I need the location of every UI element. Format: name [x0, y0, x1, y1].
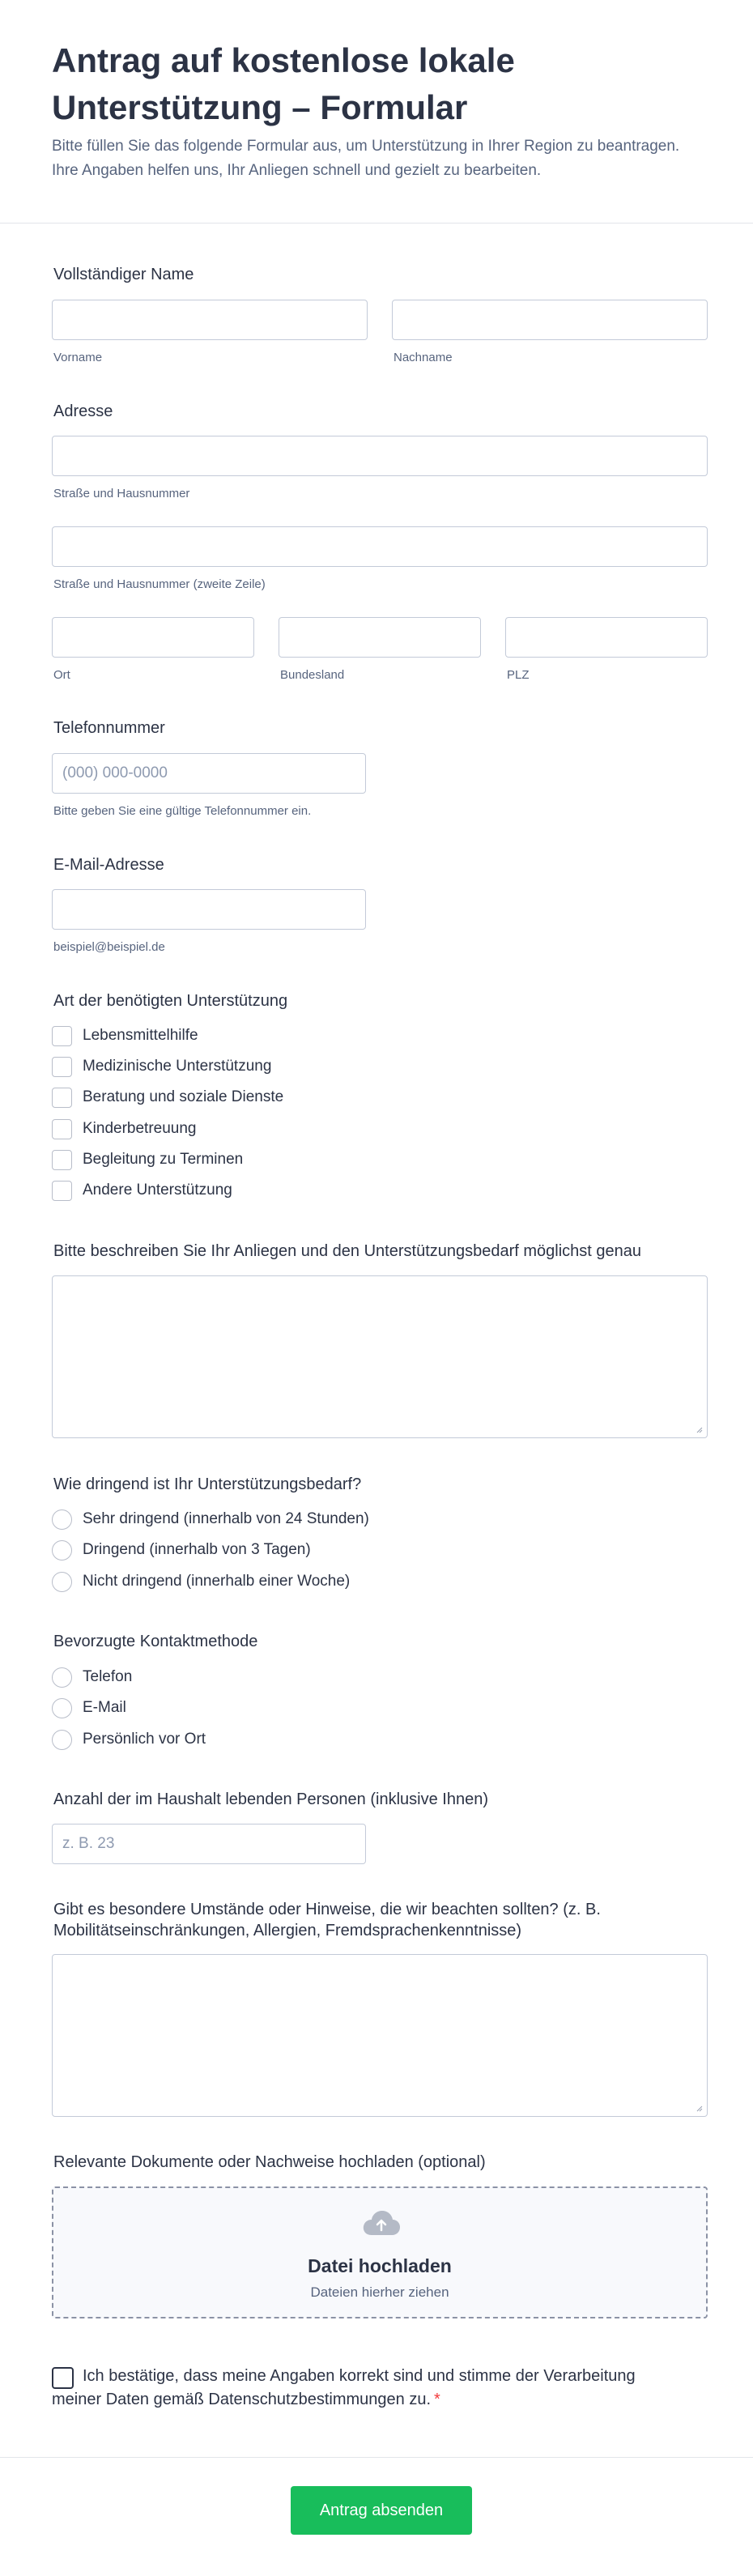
zip-input[interactable] — [505, 617, 708, 658]
phone-sublabel: Bitte geben Sie eine gültige Telefonnummer ein. — [53, 804, 312, 818]
zip-sublabel: PLZ — [507, 668, 530, 682]
support-type-label: Art der benötigten Unterstützung — [53, 992, 288, 1010]
description-textarea[interactable] — [52, 1275, 708, 1438]
radio[interactable] — [52, 1667, 72, 1688]
household-input[interactable] — [52, 1824, 366, 1864]
radio[interactable] — [52, 1509, 72, 1530]
checkbox[interactable] — [52, 1026, 72, 1046]
option-label: E-Mail — [83, 1699, 126, 1716]
address-label: Adresse — [53, 402, 113, 420]
checkbox[interactable] — [52, 1181, 72, 1201]
last-name-input[interactable] — [392, 300, 708, 340]
radio[interactable] — [52, 1572, 72, 1592]
street2-sublabel: Straße und Hausnummer (zweite Zeile) — [53, 577, 266, 591]
household-label: Anzahl der im Haushalt lebenden Personen (inklusive Ihnen) — [53, 1790, 488, 1808]
contact-option[interactable] — [52, 1697, 126, 1719]
urgency-label: Wie dringend ist Ihr Unterstützungsbedarf? — [53, 1475, 362, 1493]
option-label: Dringend (innerhalb von 3 Tagen) — [83, 1541, 311, 1558]
radio[interactable] — [52, 1698, 72, 1718]
upload-title: Datei hochladen — [308, 2255, 452, 2276]
urgency-option[interactable] — [52, 1570, 350, 1593]
consent-label — [52, 2365, 683, 2412]
name-label: Vollständiger Name — [53, 266, 194, 283]
state-sublabel: Bundesland — [280, 668, 345, 682]
email-sublabel: beispiel@beispiel.de — [53, 940, 165, 954]
form-title: Antrag auf kostenlose lokale Unterstützung – Formular — [52, 41, 515, 126]
city-input[interactable] — [52, 617, 254, 658]
option-label: Sehr dringend (innerhalb von 24 Stunden) — [83, 1510, 369, 1527]
urgency-option[interactable] — [52, 1508, 369, 1531]
support-option[interactable] — [52, 1055, 271, 1078]
phone-input[interactable] — [52, 753, 366, 794]
last-name-sublabel: Nachname — [394, 351, 453, 364]
special-label: Gibt es besondere Umstände oder Hinweise, die wir beachten sollten? (z. B. Mobilitätseinschränkungen, Allergien, Fremdsprachenkenntnisse) — [53, 1901, 601, 1939]
option-label: Lebensmittelhilfe — [83, 1027, 198, 1044]
option-label: Telefon — [83, 1668, 133, 1685]
resize-grip-icon[interactable] — [695, 1425, 703, 1433]
description-label: Bitte beschreiben Sie Ihr Anliegen und den Unterstützungsbedarf möglichst genau — [53, 1242, 642, 1260]
form-header — [0, 0, 753, 224]
radio[interactable] — [52, 1540, 72, 1561]
file-upload-dropzone[interactable] — [52, 2186, 708, 2318]
first-name-sublabel: Vorname — [53, 351, 103, 364]
contact-option[interactable] — [52, 1728, 206, 1751]
support-option[interactable] — [52, 1024, 198, 1047]
email-label: E-Mail-Adresse — [53, 856, 164, 874]
email-input[interactable] — [52, 889, 366, 930]
form-description: Bitte füllen Sie das folgende Formular aus, um Unterstützung in Ihrer Region zu beantragen. Ihre Angaben helfen uns, Ihr Anliegen schnell und gezielt zu bearbeiten. — [52, 138, 680, 179]
street-sublabel: Straße und Hausnummer — [53, 487, 190, 500]
contact-method-label: Bevorzugte Kontaktmethode — [53, 1633, 258, 1650]
radio[interactable] — [52, 1730, 72, 1750]
option-label: Andere Unterstützung — [83, 1182, 232, 1199]
special-textarea[interactable] — [52, 1954, 708, 2117]
support-option[interactable] — [52, 1086, 283, 1109]
required-mark: * — [434, 2391, 440, 2408]
checkbox[interactable] — [52, 1119, 72, 1139]
phone-label: Telefonnummer — [53, 719, 165, 737]
support-option[interactable] — [52, 1179, 232, 1202]
first-name-input[interactable] — [52, 300, 368, 340]
cloud-upload-icon — [362, 2209, 401, 2237]
street2-input[interactable] — [52, 526, 708, 567]
upload-hint: Dateien hierher ziehen — [310, 2284, 449, 2300]
checkbox[interactable] — [52, 1057, 72, 1077]
city-sublabel: Ort — [53, 668, 70, 682]
street-input[interactable] — [52, 436, 708, 476]
option-label: Nicht dringend (innerhalb einer Woche) — [83, 1573, 351, 1590]
contact-option[interactable] — [52, 1666, 132, 1688]
option-label: Persönlich vor Ort — [83, 1731, 206, 1748]
option-label: Beratung und soziale Dienste — [83, 1088, 284, 1105]
checkbox[interactable] — [52, 1088, 72, 1108]
support-option[interactable] — [52, 1118, 197, 1140]
urgency-option[interactable] — [52, 1539, 311, 1561]
consent-text: Ich bestätige, dass meine Angaben korrekt sind und stimme der Verarbeitung meiner Daten gemäß Datenschutzbestimmungen zu. — [52, 2367, 636, 2408]
resize-grip-icon[interactable] — [695, 2104, 703, 2112]
option-label: Kinderbetreuung — [83, 1120, 197, 1137]
option-label: Medizinische Unterstützung — [83, 1058, 272, 1075]
state-input[interactable] — [279, 617, 481, 658]
upload-label: Relevante Dokumente oder Nachweise hochladen (optional) — [53, 2153, 486, 2171]
support-option[interactable] — [52, 1148, 243, 1171]
option-label: Begleitung zu Terminen — [83, 1151, 244, 1168]
submit-button[interactable]: Antrag absenden — [291, 2486, 472, 2535]
checkbox[interactable] — [52, 1150, 72, 1170]
